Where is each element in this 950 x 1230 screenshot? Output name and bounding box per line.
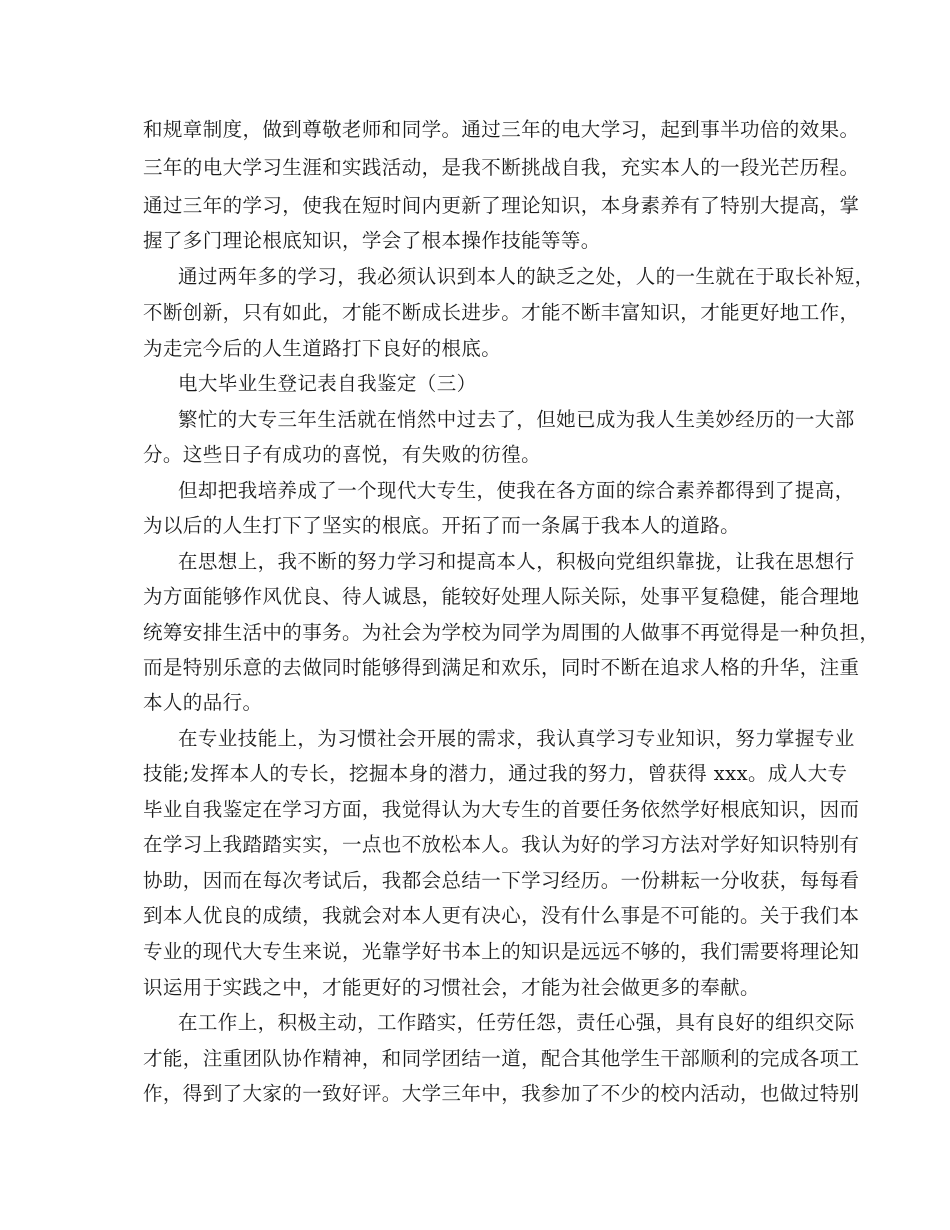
text-line: 协助，因而在每次考试后，我都会总结一下学习经历。一份耕耘一分收获，每每看 — [143, 869, 860, 892]
text-line: 到本人优良的成绩，我就会对本人更有决心，没有什么事是不可能的。关于我们本 — [143, 904, 860, 927]
text-line: 为以后的人生打下了坚实的根底。开拓了而一条属于我本人的道路。 — [143, 514, 741, 537]
text-line: 和规章制度，做到尊敬老师和同学。通过三年的电大学习，起到事半功倍的效果。 — [143, 118, 860, 141]
text-line: 三年的电大学习生涯和实践活动，是我不断挑战自我，充实本人的一段光芒历程。 — [143, 156, 860, 179]
text-line: 统筹安排生活中的事务。为社会为学校为同学为周围的人做事不再觉得是一种负担， — [143, 621, 880, 644]
text-line: 握了多门理论根底知识，学会了根本操作技能等等。 — [143, 229, 601, 252]
text-line: 分。这些日子有成功的喜悦，有失败的彷徨。 — [143, 443, 542, 466]
text-line: 才能，注重团队协作精神，和同学团结一道，配合其他学生干部顺利的完成各项工 — [143, 1047, 860, 1070]
text-line: 毕业自我鉴定在学习方面，我觉得认为大专生的首要任务依然学好根底知识，因而 — [143, 798, 860, 821]
text-line: 技能;发挥本人的专长，挖掘本身的潜力，通过我的努力，曾获得 xxx。成人大专 — [143, 762, 848, 785]
text-line: 通过三年的学习，使我在短时间内更新了理论知识，本身素养有了特别大提高，掌 — [143, 194, 860, 217]
text-line: 而是特别乐意的去做同时能够得到满足和欢乐，同时不断在追求人格的升华，注重 — [143, 656, 860, 679]
text-line: 识运用于实践之中，才能更好的习惯社会，才能为社会做更多的奉献。 — [143, 976, 760, 999]
text-line: 在专业技能上，为习惯社会开展的需求，我认真学习专业知识，努力掌握专业 — [178, 727, 855, 750]
text-line: 为方面能够作风优良、待人诚恳，能较好处理人际关际，处事平复稳健，能合理地 — [143, 585, 860, 608]
text-line: 繁忙的大专三年生活就在悄然中过去了，但她已成为我人生美妙经历的一大部 — [178, 408, 855, 431]
text-line: 通过两年多的学习，我必须认识到本人的缺乏之处，人的一生就在于取长补短， — [178, 265, 875, 288]
text-line: 不断创新，只有如此，才能不断成长进步。才能不断丰富知识，才能更好地工作， — [143, 301, 860, 324]
text-line: 本人的品行。 — [143, 691, 263, 714]
text-line: 在学习上我踏踏实实，一点也不放松本人。我认为好的学习方法对学好知识特别有 — [143, 833, 860, 856]
text-line: 在思想上，我不断的努力学习和提高本人，积极向党组织靠拢，让我在思想行 — [178, 550, 855, 573]
text-line: 为走完今后的人生道路打下良好的根底。 — [143, 337, 502, 360]
text-line: 专业的现代大专生来说，光靠学好书本上的知识是远远不够的，我们需要将理论知 — [143, 940, 860, 963]
section-heading: 电大毕业生登记表自我鉴定（三） — [178, 372, 477, 395]
text-line: 作，得到了大家的一致好评。大学三年中，我参加了不少的校内活动，也做过特别 — [143, 1082, 860, 1105]
text-line: 但却把我培养成了一个现代大专生，使我在各方面的综合素养都得到了提高， — [178, 479, 855, 502]
text-line: 在工作上，积极主动，工作踏实，任劳任怨，责任心强，具有良好的组织交际 — [178, 1011, 855, 1034]
